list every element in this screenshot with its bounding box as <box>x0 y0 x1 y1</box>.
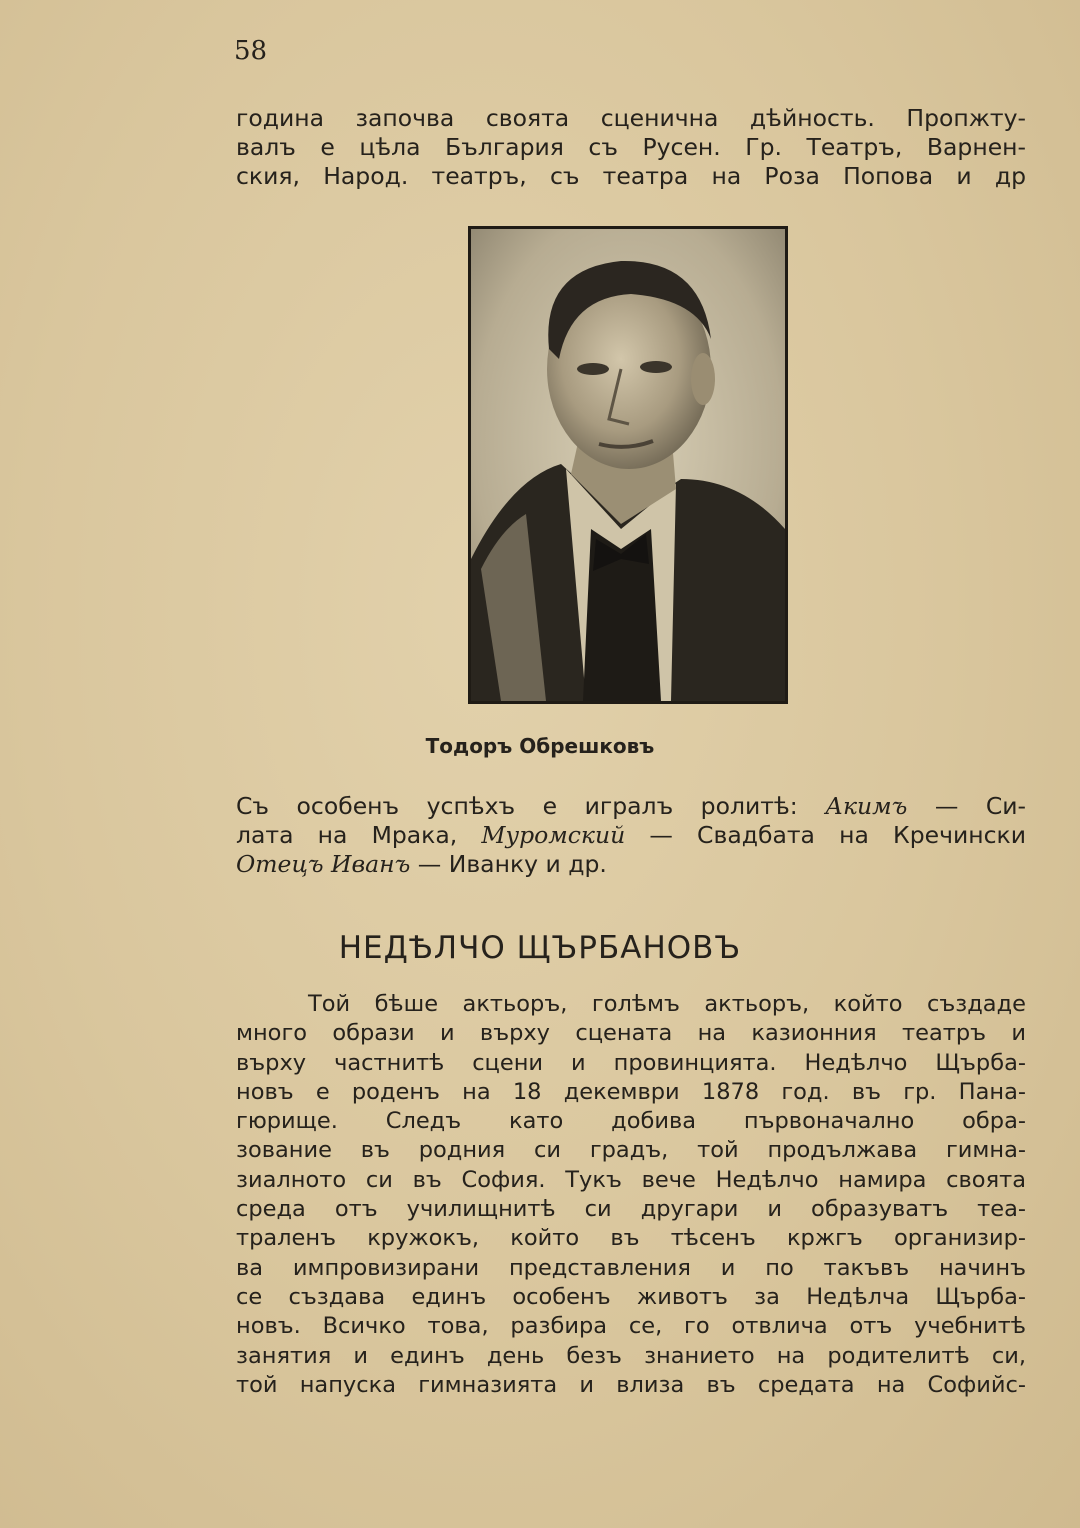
body-line: зиалното си въ София. Тукъ вече Недѣлчо намира своята <box>236 1166 1026 1193</box>
body-line: траленъ кружокъ, който въ тѣсенъ кржгъ организир- <box>236 1225 1026 1252</box>
portrait-image <box>471 229 785 701</box>
intro-paragraph <box>236 104 1026 191</box>
intro-line: година започва своята сценична дѣйность. Пропжту- <box>236 104 1026 132</box>
body-line: зование въ родния си градъ, той продължава гимна- <box>236 1137 1026 1164</box>
portrait-photo <box>468 226 788 704</box>
body-line: се създава единъ особенъ животъ за Недѣлча Щърба- <box>236 1283 1026 1310</box>
page-number: 58 <box>234 36 268 66</box>
body-line: върху частнитѣ сцени и провинцията. Недѣлчо Щърба- <box>236 1049 1026 1076</box>
body-line: Той бѣше актьоръ, голѣмъ актьоръ, който създаде <box>308 991 1026 1017</box>
body-line: новъ е роденъ на 18 декември 1878 год. въ гр. Пана- <box>236 1078 1026 1105</box>
roles-line: Съ особенъ успѣхъ е игралъ ролитѣ: Акимъ — Си- <box>236 792 1026 820</box>
roles-paragraph <box>236 792 1026 879</box>
section-title: НЕДѢЛЧО ЩЪРБАНОВЪ <box>338 930 742 966</box>
body-paragraph <box>236 990 1026 1400</box>
intro-line: валъ е цѣла България съ Русен. Гр. Театръ, Варнен- <box>236 133 1026 161</box>
body-line: занятия и единъ день безъ знанието на родителитѣ си, <box>236 1342 1026 1369</box>
roles-line: лата на Мрака, Муромский — Свадбата на Кречински <box>236 821 1026 849</box>
intro-line: ския, Народ. театръ, съ театра на Роза Попова и др <box>236 162 1026 190</box>
body-line: гюрище. Следъ като добива първоначално обра- <box>236 1108 1026 1135</box>
body-line: той напуска гимназията и влиза въ средата на Софийс- <box>236 1371 1026 1398</box>
body-line: ва импровизирани представления и по такъвъ начинъ <box>236 1254 1026 1281</box>
roles-line: Отецъ Иванъ — Иванку и др. <box>236 850 607 878</box>
body-line: среда отъ училищнитѣ си другари и образуватъ теа- <box>236 1196 1026 1223</box>
body-line: новъ. Всичко това, разбира се, го отвлича отъ учебнитѣ <box>236 1313 1026 1340</box>
photo-caption: Тодоръ Обрешковъ <box>425 734 655 758</box>
body-line: много образи и върху сцената на казионния театръ и <box>236 1020 1026 1047</box>
